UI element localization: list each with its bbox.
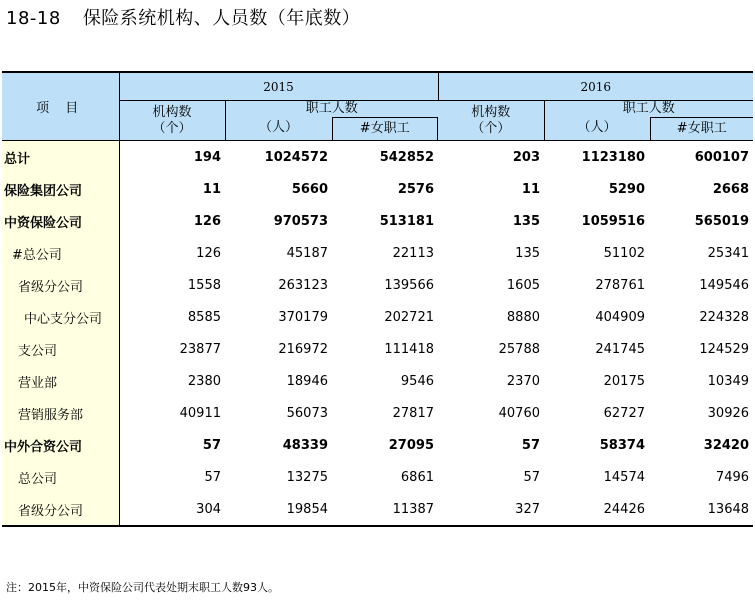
table-row xyxy=(2,429,753,461)
cell-value: 45187 xyxy=(286,245,328,261)
cell-value: 40911 xyxy=(179,405,221,421)
cell-value: 13648 xyxy=(649,493,753,526)
table-row xyxy=(2,269,753,301)
cell-value: 5660 xyxy=(291,181,328,197)
table-number: 18-18 xyxy=(6,8,61,29)
cell-value: 194 xyxy=(119,141,225,174)
col-female-2016: #女职工 xyxy=(650,117,754,140)
cell-value: 20175 xyxy=(603,373,645,389)
col-staff-unit: （人） xyxy=(258,120,298,135)
cell-value: 11387 xyxy=(332,493,438,526)
cell-value: 1024572 xyxy=(225,141,332,174)
table-title: 保险系统机构、人员数（年底数） xyxy=(82,8,361,29)
col-institutions-label: 机构数 xyxy=(471,104,511,120)
cell-value: 57 xyxy=(523,469,540,485)
cell-value: 139566 xyxy=(384,277,434,293)
cell-value: 9546 xyxy=(400,373,434,389)
table-row xyxy=(2,301,753,333)
cell-value: 14574 xyxy=(603,469,645,485)
cell-value: 6861 xyxy=(400,469,434,485)
cell-value: 1605 xyxy=(506,277,540,293)
cell-value: 27817 xyxy=(392,405,434,421)
item-header: 项 目 xyxy=(2,72,119,141)
col-staff-2015 xyxy=(225,101,438,141)
row-label: 中外合资公司 xyxy=(2,429,119,461)
col-staff-label: 职工人数 xyxy=(622,101,675,116)
row-label: 省级分公司 xyxy=(2,493,119,526)
col-institutions-label: 机构数 xyxy=(152,104,192,120)
cell-value: 11 xyxy=(202,181,221,197)
cell-value: 48339 xyxy=(282,437,328,453)
row-label: #总公司 xyxy=(2,237,119,269)
cell-value: 135 xyxy=(515,245,540,261)
cell-value: 565019 xyxy=(694,213,750,229)
table-row xyxy=(2,141,753,174)
cell-value: 24426 xyxy=(544,493,649,526)
row-label: 省级分公司 xyxy=(2,269,119,301)
col-staff-label: 职工人数 xyxy=(305,101,358,116)
cell-value: 19854 xyxy=(225,493,332,526)
col-staff-unit: （人） xyxy=(577,120,617,135)
col-institutions-unit: （个） xyxy=(471,120,511,136)
table-row xyxy=(2,461,753,493)
col-staff-2016 xyxy=(544,101,753,141)
cell-value: 25341 xyxy=(707,245,750,261)
cell-value: 22113 xyxy=(392,245,434,261)
cell-value: 600107 xyxy=(649,141,753,174)
cell-value: 124529 xyxy=(699,341,750,357)
cell-value: 216972 xyxy=(278,341,328,357)
cell-value: 513181 xyxy=(379,213,434,229)
cell-value: 304 xyxy=(119,493,225,526)
cell-value: 30926 xyxy=(707,405,750,421)
page-title xyxy=(6,4,360,30)
cell-value: 32420 xyxy=(703,437,750,453)
table-row xyxy=(2,333,753,365)
cell-value: 135 xyxy=(512,213,540,229)
cell-value: 263123 xyxy=(278,277,328,293)
cell-value: 62727 xyxy=(603,405,645,421)
row-label: 总公司 xyxy=(2,461,119,493)
cell-value: 2668 xyxy=(712,181,750,197)
cell-value: 1123180 xyxy=(544,141,649,174)
cell-value: 57 xyxy=(521,437,540,453)
table-row xyxy=(2,205,753,237)
cell-value: 126 xyxy=(193,213,221,229)
table-body xyxy=(2,141,753,527)
cell-value: 2370 xyxy=(506,373,540,389)
cell-value: 57 xyxy=(202,437,221,453)
cell-value: 58374 xyxy=(599,437,645,453)
cell-value: 8585 xyxy=(187,309,221,325)
cell-value: 2576 xyxy=(397,181,434,197)
cell-value: 5290 xyxy=(608,181,645,197)
cell-value: 2380 xyxy=(187,373,221,389)
cell-value: 11 xyxy=(521,181,540,197)
cell-value: 203 xyxy=(438,141,544,174)
cell-value: 51102 xyxy=(603,245,645,261)
cell-value: 404909 xyxy=(595,309,645,325)
footnote: 注：2015年，中资保险公司代表处期末职工人数93人。 xyxy=(6,581,279,594)
data-table xyxy=(2,71,753,527)
cell-value: 10349 xyxy=(707,373,750,389)
cell-value: 370179 xyxy=(278,309,328,325)
table-row xyxy=(2,493,753,526)
cell-value: 542852 xyxy=(332,141,438,174)
cell-value: 25788 xyxy=(498,341,540,357)
cell-value: 126 xyxy=(196,245,221,261)
cell-value: 13275 xyxy=(286,469,328,485)
cell-value: 56073 xyxy=(286,405,328,421)
row-label: 总计 xyxy=(2,141,119,174)
cell-value: 27095 xyxy=(388,437,434,453)
cell-value: 23877 xyxy=(179,341,221,357)
row-label: 营业部 xyxy=(2,365,119,397)
row-label: 中心支分公司 xyxy=(2,301,119,333)
table-row xyxy=(2,365,753,397)
row-label: 保险集团公司 xyxy=(2,173,119,205)
cell-value: 111418 xyxy=(384,341,434,357)
cell-value: 40760 xyxy=(498,405,540,421)
row-label: 营销服务部 xyxy=(2,397,119,429)
row-label: 支公司 xyxy=(2,333,119,365)
table-row xyxy=(2,237,753,269)
cell-value: 327 xyxy=(438,493,544,526)
col-institutions-2015 xyxy=(119,101,225,141)
row-label: 中资保险公司 xyxy=(2,205,119,237)
cell-value: 57 xyxy=(204,469,221,485)
col-female-2015: #女职工 xyxy=(332,117,439,140)
table-row xyxy=(2,397,753,429)
col-institutions-2016 xyxy=(438,101,544,141)
col-institutions-unit: （个） xyxy=(152,120,192,136)
cell-value: 970573 xyxy=(273,213,328,229)
cell-value: 149546 xyxy=(699,277,750,293)
table-row xyxy=(2,173,753,205)
year-header-2015: 2015 xyxy=(119,72,438,101)
cell-value: 7496 xyxy=(715,469,750,485)
cell-value: 224328 xyxy=(699,309,750,325)
year-header-2016: 2016 xyxy=(438,72,753,101)
cell-value: 241745 xyxy=(595,341,645,357)
cell-value: 18946 xyxy=(286,373,328,389)
cell-value: 1558 xyxy=(187,277,221,293)
cell-value: 1059516 xyxy=(581,213,645,229)
cell-value: 8880 xyxy=(506,309,540,325)
cell-value: 278761 xyxy=(595,277,645,293)
cell-value: 202721 xyxy=(384,309,434,325)
